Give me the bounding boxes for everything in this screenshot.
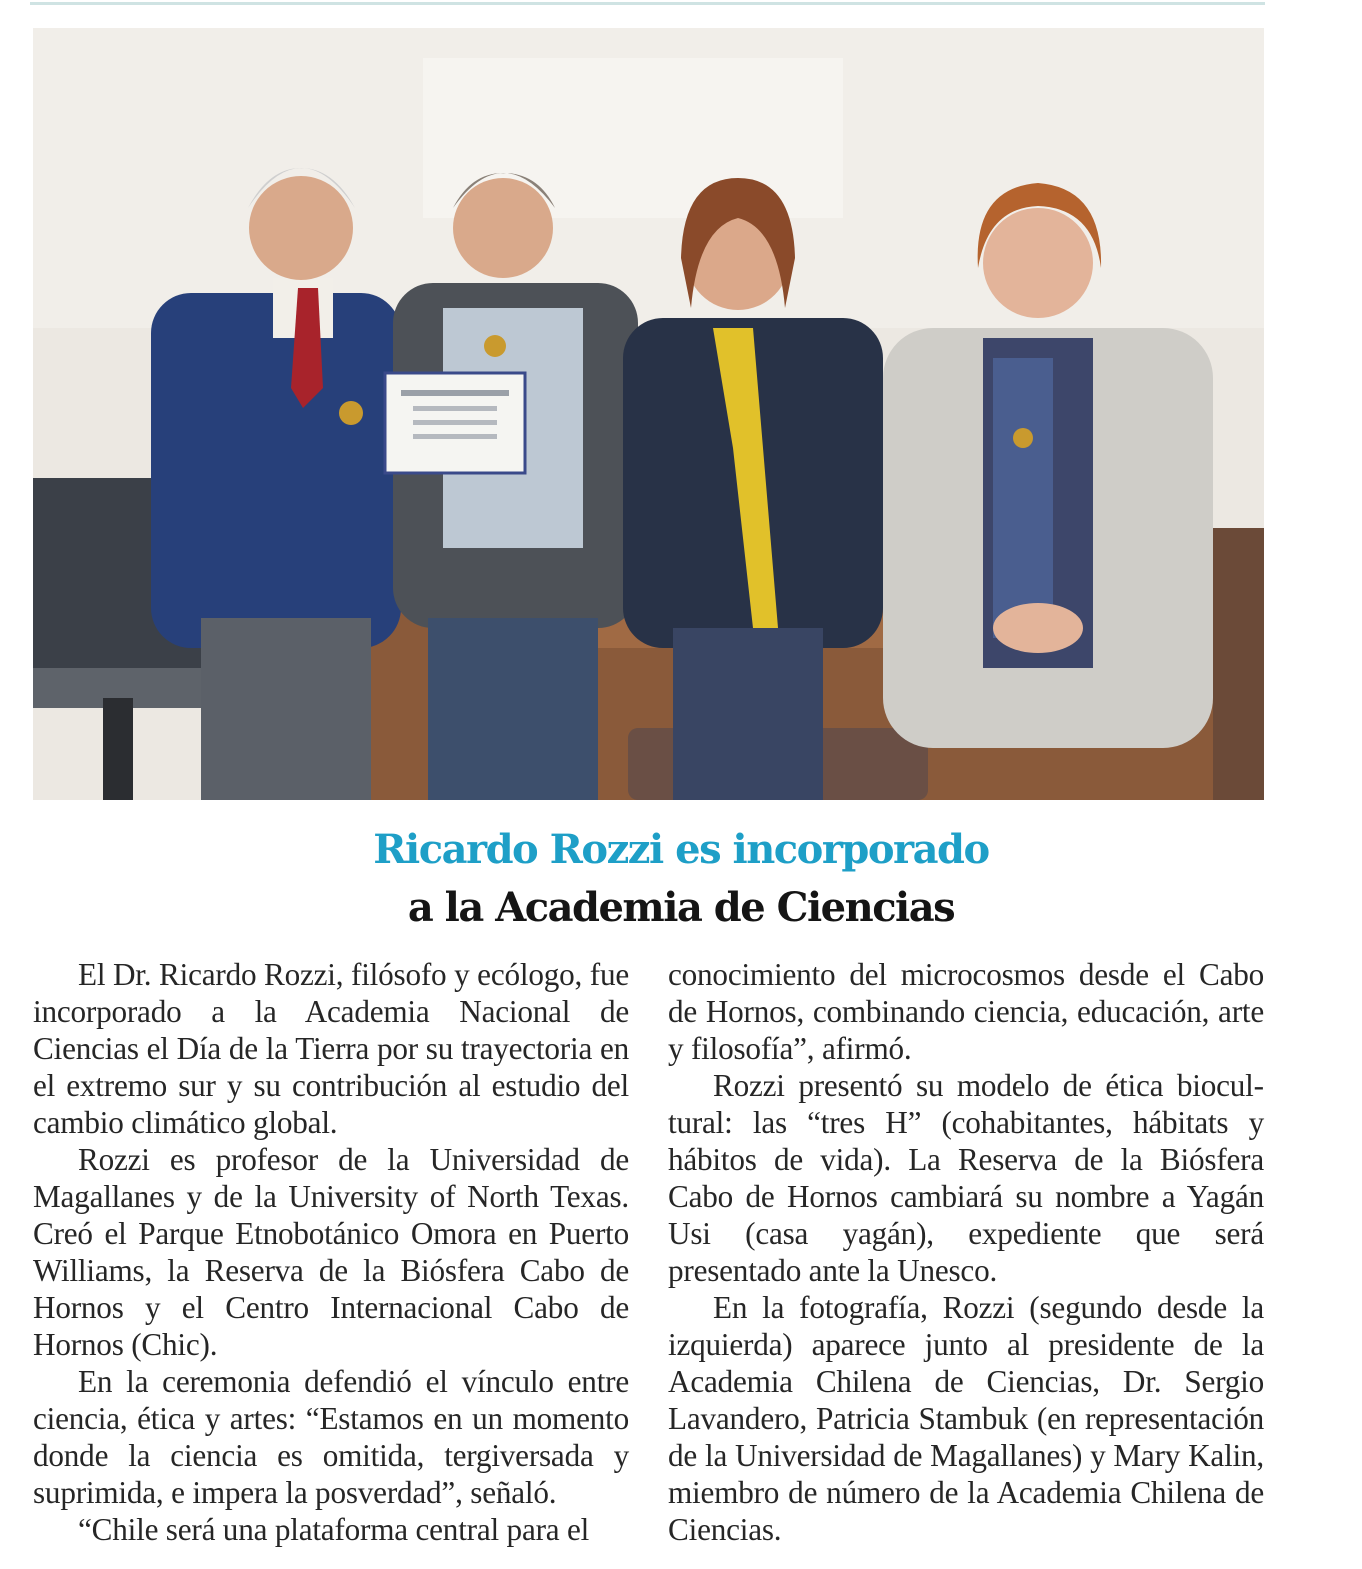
paragraph: El Dr. Ricardo Rozzi, filósofo y ecólogo, fue incorporado a la Academia Nacional de Ciencias el Día de la Tierra por su trayectoria en el extremo sur y su contribución al estudio del cambio climático global.: [33, 957, 629, 1140]
paragraph: En la fotografía, Rozzi (segundo desde la izquierda) aparece junto al presidente de la Academia Chilena de Ciencias, Dr. Sergio Lavandero, Patricia Stambuk (en representación de la Universidad de Magallanes) y Mary Kalin, miembro de número de la Academia Chilena de Ciencias.: [668, 1290, 1264, 1547]
group-photo-icon: [33, 28, 1264, 800]
top-rule: [30, 2, 1265, 5]
paragraph: Rozzi es profesor de la Universidad de Magallanes y de la University of North Texas. Creó el Parque Etnobotánico Omora en Puerto Williams, la Reserva de la Biósfera Cabo de Hornos y el Centro Internacional Cabo de Hornos (Chic).: [33, 1142, 629, 1362]
article-column-right: [668, 956, 1264, 1548]
headline-line-2: a la Academia de Ciencias: [407, 884, 955, 931]
paragraph: conocimiento del microcosmos desde el Cabo de Hornos, combinando ciencia, educación, arte y filosofía”, afirmó.: [668, 957, 1264, 1066]
paragraph: “Chile será una plataforma central para el: [78, 1512, 590, 1547]
paragraph: Rozzi presentó su modelo de ética biocultural: las “tres H” (cohabitantes, hábitats y hábitos de vida). La Reserva de la Biósfera Cabo de Hornos cambiará su nombre a Yagán Usi (casa yagán), expediente que será presentado ante la Unesco.: [668, 1068, 1264, 1288]
headline-line-1: Ricardo Rozzi es incorporado: [373, 826, 989, 873]
paragraph: En la ceremonia defendió el vínculo entre ciencia, ética y artes: “Estamos en un momento donde la ciencia es omitida, tergiversada y suprimida, e impera la posverdad”, señaló.: [33, 1364, 629, 1510]
article-column-left: [33, 956, 629, 1548]
article-photo: [33, 28, 1264, 800]
